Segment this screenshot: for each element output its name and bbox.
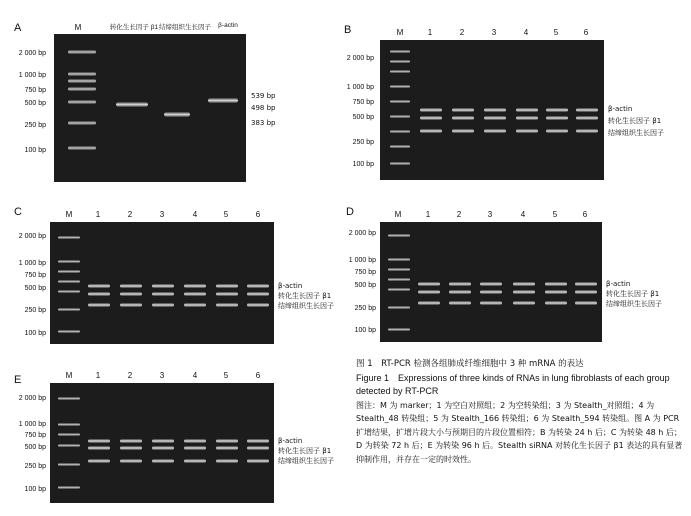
band-label: β-actin <box>606 280 631 288</box>
lane-header: 1 <box>95 210 101 219</box>
ctgf-band <box>120 303 142 307</box>
beta-actin-band <box>120 284 142 288</box>
lane-header: 1 <box>427 28 433 37</box>
ladder-band <box>390 130 410 133</box>
panel-d-letter: D <box>346 206 354 218</box>
gel-image-b <box>380 40 604 180</box>
beta-actin-band <box>216 439 238 443</box>
ladder-band <box>58 330 80 333</box>
band-label: 结缔组织生长因子 <box>278 302 334 310</box>
beta-actin-band <box>152 284 174 288</box>
ctgf-band <box>164 112 190 117</box>
ladder-band <box>388 234 410 237</box>
caption-note: 图注：M 为 marker；1 为空白对照组；2 为空转染组；3 为 Stealth_对照组；4 为 Stealth_48 转染组；5 为 Stealth_166 转染组；6 为 Stealth_594 转染组。图 A 为 PCR 扩增结果，扩增片段大小与预期目的片段位置相符；B 为转染 24 h 后；C 为转染 48 h 后；D 为转染 72 h 后；E 为转染 96 h 后。Stealth siRNA 对转化生长因子 β1 表达的具有显著抑制作用，并存在一定的时效性。 <box>356 400 683 464</box>
lane-header: 3 <box>487 210 493 219</box>
gel-image-a <box>54 34 246 182</box>
ladder-label: 2 000 bp <box>346 55 374 62</box>
tgf-b1-band <box>216 446 238 450</box>
ladder-band <box>390 85 410 88</box>
lane-header: 2 <box>127 210 133 219</box>
panel-a-letter: A <box>14 22 22 34</box>
ladder-label: 1 000 bp <box>18 72 46 79</box>
ladder-label: 1 000 bp <box>18 421 46 428</box>
caption-title-en: Figure 1 Expressions of three kinds of RNAs in lung fibroblasts of each group detected by RT-PCR <box>356 372 670 396</box>
band-label: β-actin <box>278 437 303 445</box>
lane-header: M <box>65 210 73 219</box>
lane-header: 转化生长因子 β1 <box>109 24 159 31</box>
lane-header: 5 <box>223 371 229 380</box>
beta-actin-band <box>452 108 474 112</box>
tgf-b1-band <box>120 446 142 450</box>
lane-header: M <box>394 210 402 219</box>
ladder-band <box>68 100 96 104</box>
tgf-b1-band <box>575 290 597 294</box>
ladder-band <box>58 290 80 293</box>
beta-actin-band <box>184 439 206 443</box>
caption-title-cn: 图 1 RT-PCR 检测各组肺成纤维细胞中 3 种 mRNA 的表达 <box>356 359 584 369</box>
lane-header: 4 <box>523 28 529 37</box>
ladder-band <box>58 444 80 447</box>
ladder-band <box>68 87 96 91</box>
ctgf-band <box>575 301 597 305</box>
beta-actin-band <box>88 439 110 443</box>
ladder-band <box>388 328 410 331</box>
ladder-band <box>388 278 410 281</box>
tgf-b1-band <box>88 446 110 450</box>
ladder-label: 1 000 bp <box>346 84 374 91</box>
lane-header: 6 <box>583 28 589 37</box>
beta-actin-band <box>545 282 567 286</box>
tgf-b1-band <box>88 292 110 296</box>
lane-header: 结缔组织生长因子 <box>159 24 211 31</box>
band-label: β-actin <box>608 105 633 113</box>
beta-actin-band <box>513 282 535 286</box>
ctgf-band <box>418 301 440 305</box>
tgf-b1-band <box>546 116 568 120</box>
lane-header: 1 <box>425 210 431 219</box>
ctgf-band <box>484 129 506 133</box>
beta-actin-band <box>484 108 506 112</box>
ladder-band <box>58 486 80 489</box>
tgf-b1-band <box>420 116 442 120</box>
ladder-band <box>390 70 410 73</box>
beta-actin-band <box>449 282 471 286</box>
ladder-band <box>388 288 410 291</box>
lane-header: 6 <box>582 210 588 219</box>
ladder-label: 2 000 bp <box>18 395 46 402</box>
band-label: 结缔组织生长因子 <box>608 129 664 137</box>
size-label: 539 bp <box>251 92 276 100</box>
tgf-b1-band <box>247 292 269 296</box>
beta-actin-band <box>216 284 238 288</box>
ctgf-band <box>516 129 538 133</box>
beta-actin-band <box>546 108 568 112</box>
ladder-label: 250 bp <box>352 139 374 146</box>
lane-header: 5 <box>553 28 559 37</box>
lane-header: 4 <box>520 210 526 219</box>
ctgf-band <box>88 303 110 307</box>
tgf-b1-band <box>152 292 174 296</box>
ladder-label: 100 bp <box>352 161 374 168</box>
tgf-b1-band <box>480 290 502 294</box>
ladder-label: 500 bp <box>24 285 46 292</box>
beta-actin-band <box>88 284 110 288</box>
lane-header: 6 <box>255 210 261 219</box>
lane-header: 3 <box>159 371 165 380</box>
tgf-b1-band <box>247 446 269 450</box>
lane-header: 4 <box>192 371 198 380</box>
ladder-band <box>388 306 410 309</box>
ladder-band <box>58 236 80 239</box>
beta-actin-band <box>420 108 442 112</box>
lane-header: β-actin <box>218 22 238 29</box>
ladder-band <box>58 260 80 263</box>
ladder-band <box>390 162 410 165</box>
panel-c-letter: C <box>14 206 22 218</box>
tgf-b1-band <box>484 116 506 120</box>
ladder-label: 1 000 bp <box>348 257 376 264</box>
ladder-label: 2 000 bp <box>18 50 46 57</box>
ladder-label: 2 000 bp <box>18 233 46 240</box>
beta-actin-band <box>576 108 598 112</box>
ctgf-band <box>184 459 206 463</box>
ctgf-band <box>247 459 269 463</box>
ladder-label: 2 000 bp <box>348 230 376 237</box>
ctgf-band <box>120 459 142 463</box>
ctgf-band <box>513 301 535 305</box>
gel-image-c <box>50 222 274 344</box>
lane-header: 6 <box>255 371 261 380</box>
beta-actin-band <box>575 282 597 286</box>
tgf-b1-band <box>184 446 206 450</box>
band-label: β-actin <box>278 282 303 290</box>
beta-actin-band <box>516 108 538 112</box>
ladder-band <box>58 433 80 436</box>
ladder-band <box>388 258 410 261</box>
ladder-band <box>390 60 410 63</box>
ladder-label: 100 bp <box>354 327 376 334</box>
ladder-band <box>68 79 96 83</box>
tgf-b1-band <box>120 292 142 296</box>
beta-actin-band <box>480 282 502 286</box>
lane-header: 2 <box>127 371 133 380</box>
panel-b-letter: B <box>344 24 352 36</box>
ctgf-band <box>480 301 502 305</box>
ladder-band <box>388 268 410 271</box>
figure-caption <box>356 358 686 466</box>
ctgf-band <box>576 129 598 133</box>
ladder-label: 500 bp <box>24 444 46 451</box>
band-label: 结缔组织生长因子 <box>606 300 662 308</box>
ladder-band <box>390 50 410 53</box>
ladder-band <box>58 423 80 426</box>
lane-header: 3 <box>491 28 497 37</box>
ctgf-band <box>247 303 269 307</box>
tgf-b1-band <box>116 102 148 107</box>
tgf-b1-band <box>449 290 471 294</box>
ladder-band <box>68 146 96 150</box>
ladder-band <box>58 270 80 273</box>
lane-header: 5 <box>552 210 558 219</box>
size-label: 498 bp <box>251 104 276 112</box>
ctgf-band <box>545 301 567 305</box>
band-label: 转化生长因子 β1 <box>608 117 662 125</box>
ctgf-band <box>184 303 206 307</box>
ladder-band <box>68 121 96 125</box>
ladder-band <box>390 115 410 118</box>
ctgf-band <box>546 129 568 133</box>
tgf-b1-band <box>418 290 440 294</box>
tgf-b1-band <box>152 446 174 450</box>
beta-actin-band <box>152 439 174 443</box>
beta-actin-band <box>184 284 206 288</box>
lane-header: 4 <box>192 210 198 219</box>
ladder-band <box>68 72 96 76</box>
ladder-band <box>390 145 410 148</box>
beta-actin-band <box>247 439 269 443</box>
lane-header: M <box>396 28 404 37</box>
lane-header: 5 <box>223 210 229 219</box>
band-label: 转化生长因子 β1 <box>278 447 332 455</box>
ctgf-band <box>420 129 442 133</box>
lane-header: 1 <box>95 371 101 380</box>
ctgf-band <box>152 303 174 307</box>
lane-header: M <box>74 23 82 32</box>
ctgf-band <box>452 129 474 133</box>
lane-header: 2 <box>456 210 462 219</box>
band-label: 转化生长因子 β1 <box>606 290 660 298</box>
lane-header: M <box>65 371 73 380</box>
gel-image-e <box>50 383 274 503</box>
ctgf-band <box>88 459 110 463</box>
ladder-label: 750 bp <box>354 269 376 276</box>
ladder-label: 100 bp <box>24 330 46 337</box>
ladder-label: 100 bp <box>24 486 46 493</box>
size-label: 383 bp <box>251 119 276 127</box>
beta-actin-band <box>418 282 440 286</box>
gel-image-d <box>380 222 602 342</box>
panel-e-letter: E <box>14 374 22 386</box>
ladder-label: 500 bp <box>24 100 46 107</box>
ladder-band <box>68 50 96 54</box>
tgf-b1-band <box>184 292 206 296</box>
ctgf-band <box>152 459 174 463</box>
ladder-label: 500 bp <box>352 114 374 121</box>
ladder-band <box>390 100 410 103</box>
beta-actin-band <box>208 98 238 103</box>
ladder-label: 250 bp <box>354 305 376 312</box>
tgf-b1-band <box>576 116 598 120</box>
lane-header: 3 <box>159 210 165 219</box>
tgf-b1-band <box>216 292 238 296</box>
ladder-label: 250 bp <box>24 463 46 470</box>
band-label: 结缔组织生长因子 <box>278 457 334 465</box>
ladder-label: 1 000 bp <box>18 260 46 267</box>
ladder-label: 100 bp <box>24 147 46 154</box>
ladder-band <box>58 280 80 283</box>
ladder-label: 750 bp <box>24 87 46 94</box>
ladder-band <box>58 463 80 466</box>
ladder-band <box>58 308 80 311</box>
ctgf-band <box>216 459 238 463</box>
ladder-label: 250 bp <box>24 122 46 129</box>
ctgf-band <box>216 303 238 307</box>
lane-header: 2 <box>459 28 465 37</box>
ladder-label: 750 bp <box>24 432 46 439</box>
tgf-b1-band <box>513 290 535 294</box>
ladder-label: 750 bp <box>24 272 46 279</box>
tgf-b1-band <box>452 116 474 120</box>
ladder-band <box>58 397 80 400</box>
ctgf-band <box>449 301 471 305</box>
beta-actin-band <box>120 439 142 443</box>
ladder-label: 250 bp <box>24 307 46 314</box>
beta-actin-band <box>247 284 269 288</box>
ladder-label: 500 bp <box>354 282 376 289</box>
tgf-b1-band <box>516 116 538 120</box>
ladder-label: 750 bp <box>352 99 374 106</box>
tgf-b1-band <box>545 290 567 294</box>
band-label: 转化生长因子 β1 <box>278 292 332 300</box>
